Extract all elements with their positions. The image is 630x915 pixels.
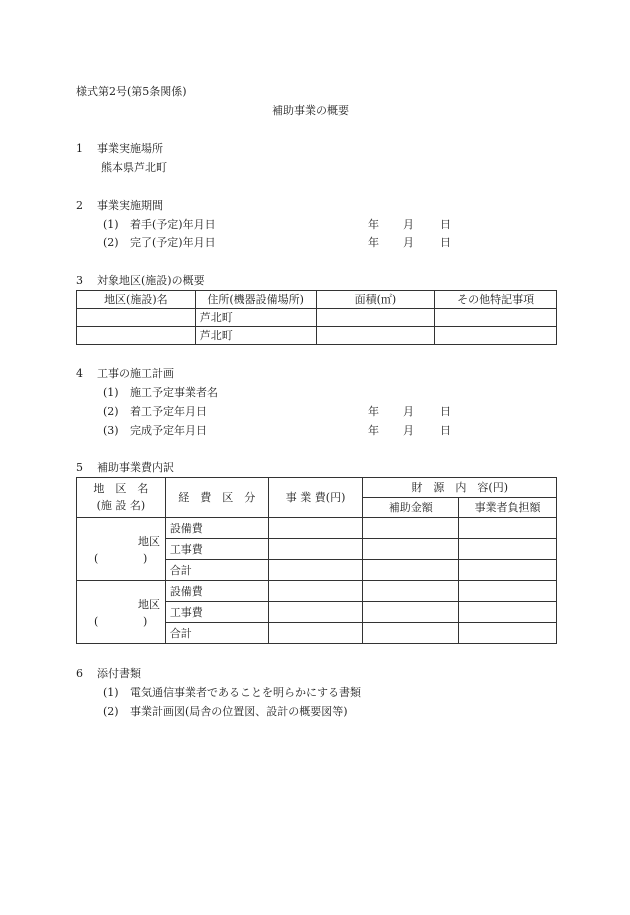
s4-row-2-day: 日 <box>440 405 451 418</box>
table-row <box>77 518 557 539</box>
cost-cell <box>268 518 363 539</box>
s2-row-2-month: 月 <box>403 236 414 249</box>
cost-cell <box>268 560 363 581</box>
s4-row-3-day: 日 <box>440 424 451 437</box>
header-district <box>77 478 166 518</box>
subsidy-cell <box>363 602 459 623</box>
subsidy-cell <box>363 560 459 581</box>
burden-cell <box>459 518 557 539</box>
cell-area <box>316 309 435 327</box>
cost-cell <box>268 539 363 560</box>
paren-open: ( <box>94 615 99 628</box>
burden-cell <box>459 581 557 602</box>
form-id: 様式第2号(第5条関係) <box>76 85 187 98</box>
section-1-number: 1 <box>76 142 83 155</box>
expense-item: 設備費 <box>165 518 268 539</box>
s4-row-2-month: 月 <box>403 405 414 418</box>
cost-cell <box>268 623 363 644</box>
s2-row-2-year: 年 <box>368 236 379 249</box>
burden-cell <box>459 623 557 644</box>
district-cell <box>77 518 166 581</box>
col-address: 住所(機器設備場所) <box>195 291 316 309</box>
subsidy-cell <box>363 623 459 644</box>
header-funding-source: 財 源 内 容(円) <box>363 478 557 498</box>
s4-row-3-year: 年 <box>368 424 379 437</box>
expense-item: 合計 <box>165 623 268 644</box>
s4-row-2-label: 着工予定年月日 <box>130 405 207 418</box>
table-row <box>77 327 557 345</box>
paren-close: ) <box>143 552 148 565</box>
cost-cell <box>268 581 363 602</box>
burden-cell <box>459 560 557 581</box>
subsidy-cell <box>363 539 459 560</box>
expense-item: 工事費 <box>165 602 268 623</box>
s6-item-1-text: 電気通信事業者であることを明らかにする書類 <box>130 686 361 699</box>
district-label: 地区 <box>138 598 160 611</box>
table-row <box>77 309 557 327</box>
district-label: 地区 <box>138 535 160 548</box>
section-1-heading: 事業実施場所 <box>97 142 163 155</box>
cost-table-header-row-1 <box>77 478 557 498</box>
s4-row-2-no: (2) <box>103 405 119 418</box>
header-facility-name: (施 設 名) <box>96 498 146 512</box>
facility-table-header <box>77 291 557 309</box>
header-operator-burden: 事業者負担額 <box>459 498 557 518</box>
s2-row-1-month: 月 <box>403 218 414 231</box>
cell-notes <box>435 327 557 345</box>
paren-close: ) <box>143 615 148 628</box>
section-4-number: 4 <box>76 367 83 380</box>
subsidy-cell <box>363 518 459 539</box>
section-2-heading: 事業実施期間 <box>97 199 163 212</box>
cell-notes <box>435 309 557 327</box>
s4-row-3-month: 月 <box>403 424 414 437</box>
s4-row-3-no: (3) <box>103 424 119 437</box>
header-subsidy-amount: 補助金額 <box>363 498 459 518</box>
col-district: 地区(施設)名 <box>77 291 196 309</box>
s6-item-2-no: (2) <box>103 705 119 718</box>
section-5-number: 5 <box>76 461 83 474</box>
header-project-cost: 事 業 費(円) <box>268 478 363 518</box>
header-district-name: 地 区 名 <box>93 482 149 495</box>
s2-row-2-no: (2) <box>103 236 119 249</box>
facility-table <box>76 290 557 345</box>
s2-row-2-day: 日 <box>440 236 451 249</box>
s4-row-2-year: 年 <box>368 405 379 418</box>
header-expense-type: 経 費 区 分 <box>165 478 268 518</box>
cell-address: 芦北町 <box>195 309 316 327</box>
table-row <box>77 581 557 602</box>
burden-cell <box>459 539 557 560</box>
cell-address: 芦北町 <box>195 327 316 345</box>
s2-row-1-year: 年 <box>368 218 379 231</box>
section-6-heading: 添付書類 <box>97 667 141 680</box>
col-area: 面積(㎡) <box>316 291 435 309</box>
s4-row-1-label: 施工予定事業者名 <box>130 386 218 399</box>
section-1-value: 熊本県芦北町 <box>101 161 167 174</box>
section-3-number: 3 <box>76 274 83 287</box>
cost-cell <box>268 602 363 623</box>
subsidy-cell <box>363 581 459 602</box>
district-cell <box>77 581 166 644</box>
section-5-heading: 補助事業費内訳 <box>97 461 174 474</box>
cost-breakdown-table <box>76 477 557 644</box>
col-notes: その他特記事項 <box>435 291 557 309</box>
cell-district <box>77 327 196 345</box>
s6-item-2-text: 事業計画図(局舎の位置図、設計の概要図等) <box>130 705 348 718</box>
paren-open: ( <box>94 552 99 565</box>
s2-row-1-no: (1) <box>103 218 119 231</box>
expense-item: 設備費 <box>165 581 268 602</box>
s4-row-3-label: 完成予定年月日 <box>130 424 207 437</box>
s2-row-2-label: 完了(予定)年月日 <box>130 236 216 249</box>
s2-row-1-label: 着手(予定)年月日 <box>130 218 216 231</box>
s4-row-1-no: (1) <box>103 386 119 399</box>
s2-row-1-day: 日 <box>440 218 451 231</box>
page-title: 補助事業の概要 <box>272 104 349 117</box>
section-6-number: 6 <box>76 667 83 680</box>
cell-area <box>316 327 435 345</box>
cell-district <box>77 309 196 327</box>
expense-item: 工事費 <box>165 539 268 560</box>
section-4-heading: 工事の施工計画 <box>97 367 174 380</box>
section-3-heading: 対象地区(施設)の概要 <box>97 274 205 287</box>
burden-cell <box>459 602 557 623</box>
s6-item-1-no: (1) <box>103 686 119 699</box>
section-2-number: 2 <box>76 199 83 212</box>
expense-item: 合計 <box>165 560 268 581</box>
